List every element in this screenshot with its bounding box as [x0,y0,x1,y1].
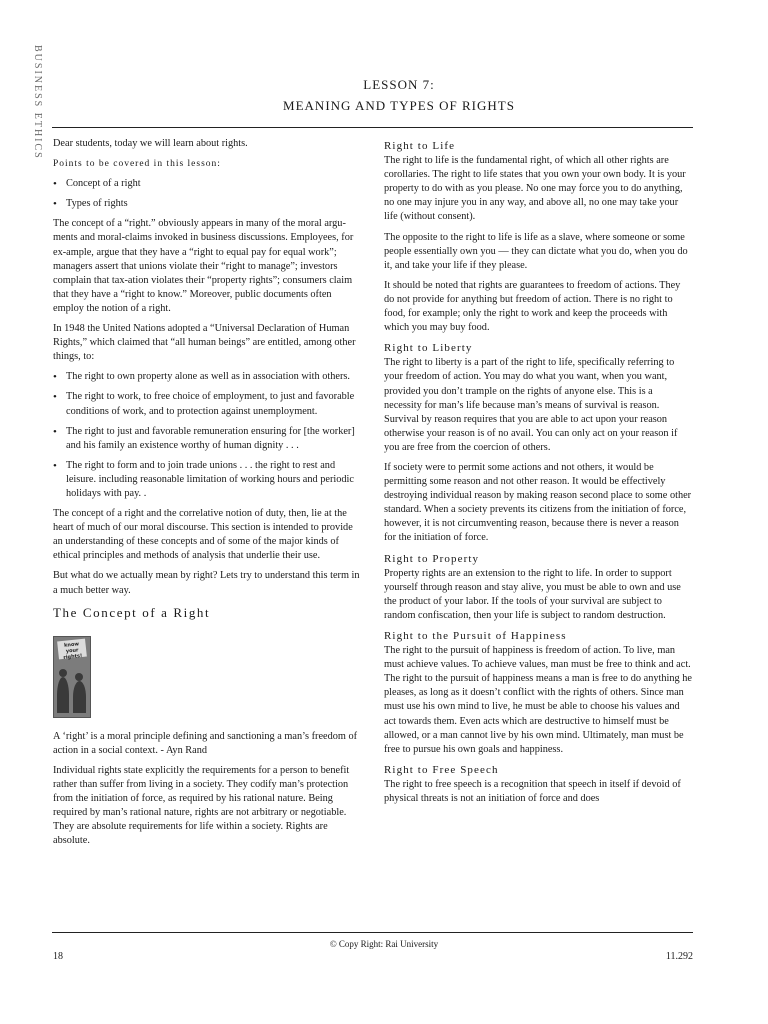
list-item: • Types of rights [53,198,128,211]
lesson-title [0,74,768,116]
protester-head [59,669,67,677]
section-heading-property: Right to Property [384,552,480,565]
copyright-notice: © Copy Right: Rai University [329,939,439,949]
bullet-icon: • [53,425,57,438]
quote-paragraph: A ‘right’ is a moral principle defining and sanctioning a man’s freedom of action in a social context. - Ayn Rand [53,730,358,756]
section-heading-life: Right to Life [384,140,456,152]
intro-paragraph: Dear students, today we will learn about rights. [53,138,248,149]
paragraph: The concept of a right and the correlative notion of duty, then, lie at the heart of much of our moral discourse. This section is intended to provide an understanding of these concepts and of some of the major kinds of ethical principles and methods of analysis that underlie their use. [53,508,353,562]
protester-head [75,673,83,681]
lesson-number: LESSON 7: [363,77,435,92]
paragraph: But what do we actually mean by right? Lets try to understand this term in a much better way. [53,570,360,596]
paragraph: If society were to permit some actions and not others, it would be permitting some reason and not other reason. It would be effectively destroying individual reason by making reason second place to some other standard. When a society prevents its citizens from the initiation of force, however, it is not circumventing reason, because there is never a reason for the initiation of force. [384,461,692,544]
section-heading-speech: Right to Free Speech [384,763,499,776]
paragraph: The right to life is the fundamental right, of which all other rights are corollaries. The right to life states that you own your own body. It is your property to do with as you please. No one may force you to do anything, no one may injure you in any way, and above all, no one may take your life (without consent). [384,155,686,223]
list-item: • The right to just and favorable remuneration ensuring for [the worker] and his family an existence worthy of human dignity . . . [53,425,355,451]
paragraph: In 1948 the United Nations adopted a “Universal Declaration of Human Rights,” which claimed that “all human beings” are entitled, among other things, to: [53,323,356,363]
section-heading-happiness: Right to the Pursuit of Happiness [384,630,567,642]
paragraph: The right to free speech is a recognition that speech in itself if devoid of physical threats is not an initiation of force and does [384,778,681,805]
paragraph: Individual rights state explicitly the requirements for a person to benefit rather than suffer from living in a society. They codify man’s protection from the initiation of force, as required by his rational nature. Being required by man’s rational nature, rights are not arbitrary or negotiable. They are absolute requirements for life within a society. Rights are absolute. [53,764,350,847]
points-label: Points to be covered in this lesson: [53,159,221,170]
paragraph: The concept of a “right.” obviously appears in many of the moral argu-ments and moral-claims invoked in business discussions. Employees, for ex-ample, argue that they have a “right to equal pay for equal work”; managers assert that unions violate their “right to manage”; investors complain that tax-ation violates their “property rights”; consumers claim that they have a “right to know.” Moreover, public documents often employ the notion of a right. [53,218,354,314]
section-heading-liberty: Right to Liberty [384,342,473,355]
page-number: 18 [53,951,63,962]
list-item: • The right to form and to join trade unions . . . the right to rest and leisure. including reasonable limitation of working hours and periodic holidays with pay. . [53,459,354,499]
protest-illustration [53,636,91,718]
protester-body [73,681,86,713]
un-rights-list [53,370,363,501]
right-column [384,137,693,812]
bullet-icon: • [53,391,57,404]
paragraph: The opposite to the right to life is life as a slave, where someone or some people essentially own you — they can dictate what you do, when you do it, and take your life if they please. [384,231,688,271]
left-column [53,137,363,854]
protest-sign: know your rights! [57,638,87,659]
paragraph: The right to the pursuit of happiness is freedom of action. To live, man must achieve values. To achieve values, man must be free to think and act. The right to the pursuit of happiness means a man is free to do anything he pleases, as long as it doesn’t conflict with the rights of others. Since man must use his own mind to live, he must be able to choose his values and act towards them. Even acts which are destructive to himself must be allowed, or a man cannot live by his own mind. Ultimately, man must be free to pursue his own goals and happiness. [384,645,692,755]
section-heading-concept: The Concept of a Right [53,604,211,620]
footer-divider [52,932,693,933]
bullet-icon: • [53,198,57,211]
list-item: • Concept of a right [53,178,141,191]
paragraph: Property rights are an extension to the right to life. In order to support yourself through reason and stay alive, you must be able to own and use the product of your labor. If the tools of your survival are subject to random confiscation, then your life is subject to random destruction. [384,567,681,621]
bullet-icon: • [53,178,57,191]
sidebar-label: BUSINESS ETHICS [32,45,43,160]
paragraph: It should be noted that rights are guarantees to freedom of actions. They do not provide for anything but freedom of action. There is no right to food, for example; only the right to work and keep the proceeds with which you may buy food. [384,279,681,334]
bullet-icon: • [53,459,57,472]
list-item: • The right to work, to free choice of employment, to just and favorable conditions of work, and to protection against unemployment. [53,391,355,417]
list-item: • The right to own property alone as well as in association with others. [53,371,350,384]
bullet-icon: • [53,371,57,384]
document-code: 11.292 [665,951,693,962]
points-list [53,177,363,211]
paragraph: The right to liberty is a part of the right to life, specifically referring to your freedom of action. You may do what you want, when you want, provided you don’t trample on the rights of anyone else. This is a necessity for man’s life because man’s means of survival is reason. Survival by reason requires that you are able to act upon your reason otherwise your reason is of no avail. You can only act on your reason if you are free from the coercion of others. [384,357,678,453]
lesson-name: MEANING AND TYPES OF RIGHTS [283,98,515,113]
header-divider [52,127,693,128]
protester-body [57,677,69,713]
